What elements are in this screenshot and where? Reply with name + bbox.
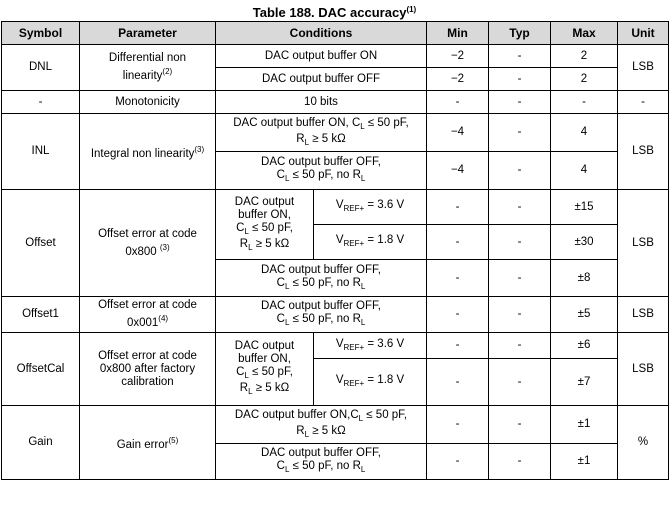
- header-max: Max: [551, 22, 618, 45]
- max-cell: -: [551, 91, 618, 114]
- symbol-cell: Offset1: [2, 297, 80, 333]
- condition-cell: DAC output buffer ON, $C_L \le 50$ pF, $R_L \ge 5$ kΩ: [216, 114, 427, 152]
- max-cell: 4: [551, 152, 618, 190]
- min-cell: −2: [427, 68, 489, 91]
- min-cell: -: [427, 406, 489, 444]
- max-cell: 2: [551, 45, 618, 68]
- condition-cell: DAC output buffer ON, $C_L \le 50$ pF, $R_L \ge 5$ kΩ: [216, 333, 314, 406]
- condition-cell: DAC output buffer ON, $C_L \le 50$ pF, $R_L \ge 5$ kΩ: [216, 190, 314, 260]
- parameter-cell: Monotonicity: [80, 91, 216, 114]
- condition-cell: DAC output buffer OFF, $C_L \le 50$ pF, no $R_L$: [216, 444, 427, 480]
- unit-cell: LSB: [618, 190, 669, 297]
- typ-cell: -: [489, 91, 551, 114]
- min-cell: -: [427, 260, 489, 297]
- unit-cell: LSB: [618, 45, 669, 91]
- unit-cell: LSB: [618, 333, 669, 406]
- table-title-note: (1): [406, 5, 417, 14]
- unit-cell: LSB: [618, 297, 669, 333]
- condition-cell: DAC output buffer $ON,C_L \le 50$ pF, $R_L \ge 5$ kΩ: [216, 406, 427, 444]
- table-row: [2, 114, 669, 152]
- typ-cell: -: [489, 406, 551, 444]
- parameter-cell: Offset error at code 0x800 after factory calibration: [80, 333, 216, 406]
- table-title: [0, 0, 669, 21]
- symbol-cell: -: [2, 91, 80, 114]
- max-cell: ±7: [551, 359, 618, 406]
- table-row: [2, 333, 669, 359]
- typ-cell: -: [489, 45, 551, 68]
- min-cell: −2: [427, 45, 489, 68]
- table-title-text: Table 188. DAC accuracy: [252, 5, 407, 20]
- table-row: [2, 190, 669, 225]
- min-cell: −4: [427, 152, 489, 190]
- header-typ: Typ: [489, 22, 551, 45]
- typ-cell: -: [489, 333, 551, 359]
- unit-cell: -: [618, 91, 669, 114]
- typ-cell: -: [489, 114, 551, 152]
- condition-cell: DAC output buffer OFF: [216, 68, 427, 91]
- header-row: [2, 22, 669, 45]
- min-cell: -: [427, 444, 489, 480]
- symbol-cell: Offset: [2, 190, 80, 297]
- typ-cell: -: [489, 260, 551, 297]
- min-cell: -: [427, 297, 489, 333]
- min-cell: −4: [427, 114, 489, 152]
- vref-cell: $V_{REF+} = 1.8$ V: [314, 225, 427, 260]
- min-cell: -: [427, 225, 489, 260]
- max-cell: ±8: [551, 260, 618, 297]
- table-row: [2, 91, 669, 114]
- min-cell: -: [427, 359, 489, 406]
- table-row: [2, 297, 669, 333]
- parameter-cell: Offset error at code 0x001$^{(4)}$: [80, 297, 216, 333]
- max-cell: ±6: [551, 333, 618, 359]
- max-cell: ±1: [551, 444, 618, 480]
- table-row: [2, 45, 669, 68]
- min-cell: -: [427, 333, 489, 359]
- typ-cell: -: [489, 444, 551, 480]
- condition-cell: DAC output buffer OFF, $C_L \le 50$ pF, no $R_L$: [216, 152, 427, 190]
- max-cell: 2: [551, 68, 618, 91]
- parameter-cell: Gain error$^{(5)}$: [80, 406, 216, 480]
- min-cell: -: [427, 91, 489, 114]
- parameter-cell: Integral non linearity$^{(3)}$: [80, 114, 216, 190]
- typ-cell: -: [489, 190, 551, 225]
- symbol-cell: INL: [2, 114, 80, 190]
- symbol-cell: OffsetCal: [2, 333, 80, 406]
- header-parameter: Parameter: [80, 22, 216, 45]
- typ-cell: -: [489, 225, 551, 260]
- condition-cell: DAC output buffer ON: [216, 45, 427, 68]
- header-min: Min: [427, 22, 489, 45]
- parameter-cell: Offset error at code 0x800 $^{(3)}$: [80, 190, 216, 297]
- max-cell: ±5: [551, 297, 618, 333]
- header-unit: Unit: [618, 22, 669, 45]
- unit-cell: %: [618, 406, 669, 480]
- parameter-cell: Differential non linearity$^{(2)}$: [80, 45, 216, 91]
- symbol-cell: Gain: [2, 406, 80, 480]
- condition-cell: 10 bits: [216, 91, 427, 114]
- unit-cell: LSB: [618, 114, 669, 190]
- condition-cell: DAC output buffer OFF, $C_L \le 50$ pF, no $R_L$: [216, 297, 427, 333]
- typ-cell: -: [489, 297, 551, 333]
- vref-cell: $V_{REF+} = 3.6$ V: [314, 333, 427, 359]
- vref-cell: $V_{REF+} = 1.8$ V: [314, 359, 427, 406]
- table-row: [2, 406, 669, 444]
- max-cell: ±1: [551, 406, 618, 444]
- header-symbol: Symbol: [2, 22, 80, 45]
- header-conditions: Conditions: [216, 22, 427, 45]
- symbol-cell: DNL: [2, 45, 80, 91]
- max-cell: ±30: [551, 225, 618, 260]
- min-cell: -: [427, 190, 489, 225]
- typ-cell: -: [489, 68, 551, 91]
- condition-cell: DAC output buffer OFF, $C_L \le 50$ pF, no $R_L$: [216, 260, 427, 297]
- typ-cell: -: [489, 359, 551, 406]
- typ-cell: -: [489, 152, 551, 190]
- dac-accuracy-table: [1, 21, 669, 480]
- max-cell: 4: [551, 114, 618, 152]
- vref-cell: $V_{REF+} = 3.6$ V: [314, 190, 427, 225]
- max-cell: ±15: [551, 190, 618, 225]
